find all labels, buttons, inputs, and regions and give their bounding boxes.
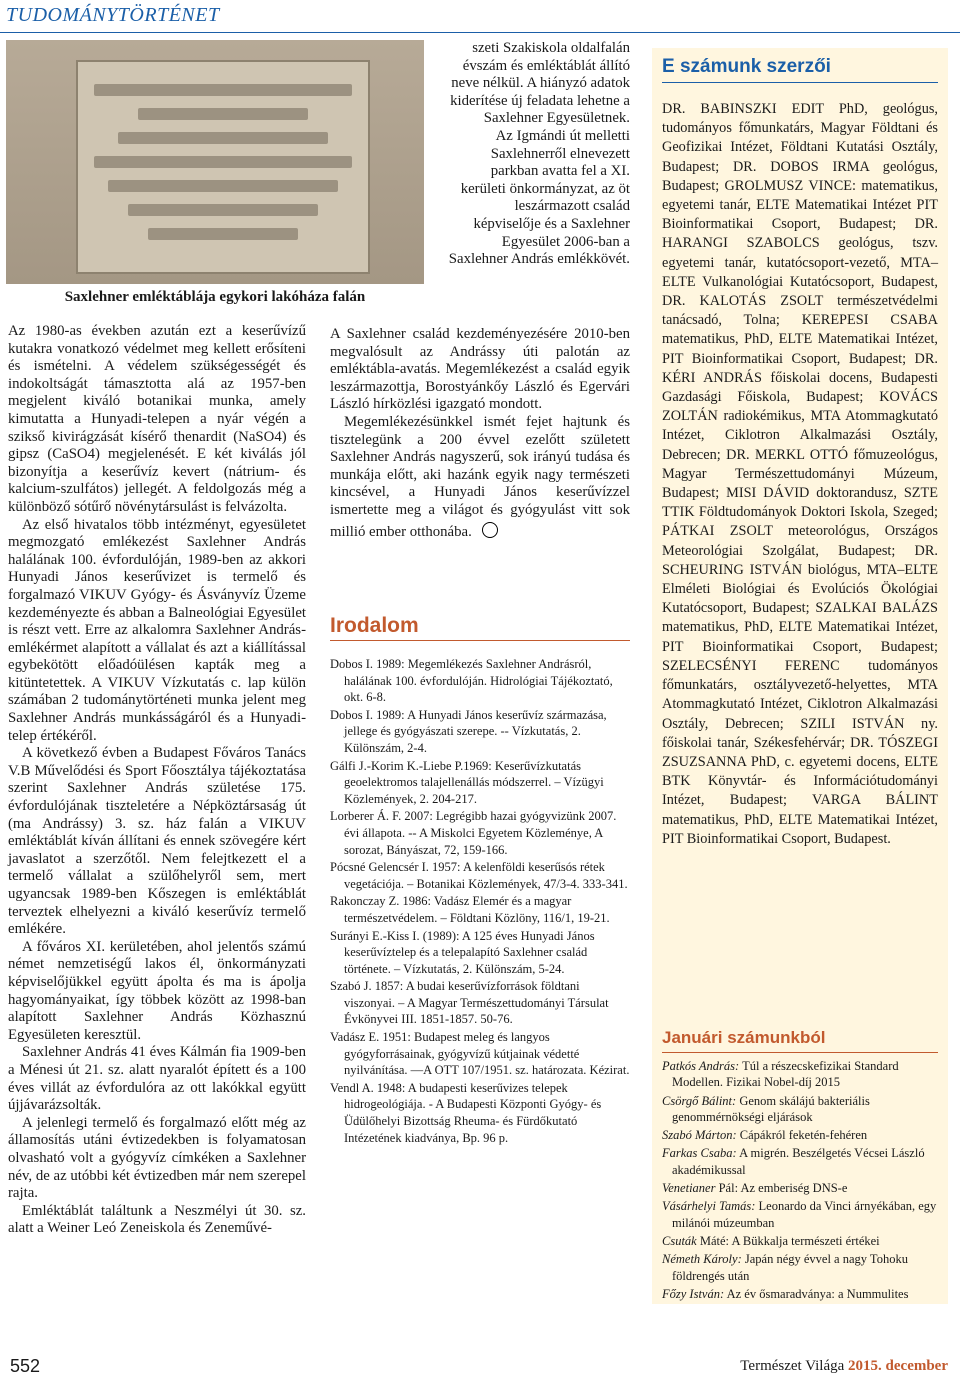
reference-item: Rakonczay Z. 1986: Vadász Elemér és a magyar természetvédelem. – Földtani Közlöny, 116/1, 19-21. <box>330 894 610 925</box>
references-list <box>330 656 630 1147</box>
paragraph: Emléktáblát találtunk a Neszmélyi út 30. sz. alatt a Weiner Leó Zeneiskola és Zeneművé- <box>8 1202 306 1237</box>
column-2-top <box>446 40 630 269</box>
page-number: 552 <box>10 1356 41 1376</box>
header-rule <box>0 32 960 33</box>
reference-item: Surányi E.-Kiss I. (1989): A 125 éves Hunyadi János keserűvíztelep és a telepalapító Saxlehner család története. – Vízkutatás, 2. Különszám, 5-24. <box>330 928 595 976</box>
list-item: Csörgő Bálint: Genom skálájú bakteriális genommérnökségi eljárások <box>662 1093 870 1124</box>
reference-item: Vendl A. 1948: A budapesti keserűvizes telepek hidrogeológiája. - A Budapesti Központi Gyógy- és Üdülőhelyi Bizottság Rheuma- és Fürdőkutató Intézetének kiadványa, Bp. 96 p. <box>330 1080 602 1145</box>
section-header: TUDOMÁNYTÖRTÉNET <box>6 4 220 26</box>
plaque-photo <box>6 40 424 284</box>
plaque-image <box>76 60 370 274</box>
list-item: Vásárhelyi Tamás: Leonardo da Vinci árnyékában, egy milánói múzeumban <box>662 1199 937 1230</box>
paragraph: Az Igmándi út melletti Saxlehnerről elnevezett parkban avatta fel a XI. kerületi önkormányzat, az öt leszármazott család képviselője és a Saxlehner Egyesület 2006-ban a Saxlehner András emlékkövét. <box>448 127 630 268</box>
authors-box-title: E számunk szerzői <box>662 56 831 77</box>
figure-caption: Saxlehner emléktáblája egykori lakóháza falán <box>64 289 366 305</box>
column-1 <box>8 323 306 1238</box>
paragraph: A következő évben a Budapest Főváros Tanács V.B Művelődési és Sport Főosztálya tájékoztatása szerint Saxlehner András születése 175. évfordulójának tiszteletére a Népköztársaság út (ma Andrássy) 3. sz. ház falán a VIKUV emléktáblát kíván állítani és ennek szövegére kért javaslatot a szerzőtől. Nem felejtkezett el a termelő vállalat a szülőhelyről sem, mert ugyancsak 1989-ben Kőszegen is emléktáblát terveztek elhelyezni a kiváló keserűvíz termelő emlékére. <box>8 745 306 938</box>
paragraph: Az 1980-as években azután ezt a keserűvízű kutakra vonatkozó védelmet meg kellett erősíteni és ismételni. A védelem szükségességét és indokoltságát támasztotta alá az 1957-ben megjelent kiváló botanikai munka, amely kimutatta a Hunyadi-telepen a nyár végén a szikső kivirágzását kísérő thenardit (NaSO4) és gipsz (CaSO4) megjelenését. E két kiválás jól bizonyítja a keserűvíz kevert (nátrium- és kalcium-szulfátos) jellegét. A feldolgozás még a különböző sótűrő növénytársulást is felvázolta. <box>8 323 306 515</box>
globe-icon <box>482 522 498 538</box>
footer-magazine: Természet Világa 2015. december <box>740 1358 948 1374</box>
reference-item: Dobos I. 1989: Megemlékezés Saxlehner Andrásról, halálának 100. évfordulóján. Hidrológiai Tájékoztató, okt. 6-8. <box>330 657 613 705</box>
reference-item: Pócsné Gelencsér I. 1957: A kelenföldi keserűsós rétek vegetációja. – Botanikai Közlemények, 47/3-4. 333-341. <box>330 860 628 891</box>
paragraph: Megemlékezésünkkel ismét fejet hajtunk és tisztelegünk a 200 évvel ezelőtt született Saxlehner András nagyszerű, sok irányú tudása és munkája előtt, aki hazánk egyik nagy természeti kincsével, a Hunyadi János keserűvízzel ismertette meg a világot és gyógyulást vitt sok millió ember otthonába. <box>330 413 630 540</box>
paragraph: szeti Szakiskola oldalfalán évszám és emléktáblát állító neve nélkül. A hiányzó adatok kiderítése új feladata lehetne a Saxlehner Egyesületnek. <box>450 40 630 127</box>
paragraph: Saxlehner András 41 éves Kálmán fia 1909-ben a Ménesi út 21. sz. alatt nyaralót épített és a 100 éves villát az évfordulóra az ott lakókkal együtt újjávarázsolták. <box>8 1044 306 1114</box>
list-item: Németh Károly: Japán négy évvel a nagy Tohoku földrengés után <box>662 1252 908 1283</box>
paragraph: A jelenlegi termelő és forgalmazó előtt még az államosítás utáni évtizedekben is folyamatosan olvasható volt a gyógyvíz címkéken a Saxlehner név, de az utóbbi két évtizedben már nem szerepel rajta. <box>8 1114 306 1202</box>
paragraph: Az első hivatalos több intézményt, egyesületet megmozgató emlékezést Saxlehner András halálának 100. évfordulóján, 1989-ben az akkori Hunyadi János keserűvizet is termelő és forgalmazó VIKUV Gyógy- és Ásványvíz Üzeme kezdeményezte és abban a Balneológiai Egyesület is részt vett. Erre az alkalomra Saxlehner András-emlékérmet alapított a vállalat és azt a kiállítással egybekötött előadóülésen kapták meg a kitüntetettek. A VIKUV Vízkutatás c. lap külön számában 2 tudománytörténeti munka jelent meg Saxlehner András munkásságáról és a Hunyadi-telep értékéről. <box>8 516 306 744</box>
reference-item: Dobos I. 1989: A Hunyadi János keserűvíz származása, jellege és gyógyászati szerepe. -- Vízkutatás, 2. Különszám, 2-4. <box>330 707 607 755</box>
references-title: Irodalom <box>330 614 419 637</box>
list-item: Szabó Márton: Cápákról feketén-fehéren <box>662 1128 868 1143</box>
january-list <box>662 1058 938 1304</box>
list-item: Főzy István: Az év ősmaradványa: a Nummulites <box>662 1286 909 1301</box>
january-box-title: Januári számunkból <box>662 1028 826 1047</box>
list-item: Patkós András: Túl a részecskefizikai Standard Modellen. Fizikai Nobel-díj 2015 <box>662 1059 899 1090</box>
column-2 <box>330 326 630 541</box>
reference-item: Vadász E. 1951: Budapest meleg és langyos gyógyforrásainak, gyógyvízű kútjainak védetté nyilvánítása. —A OTT 107/1951. sz. határozata. Kézirat. <box>330 1030 630 1078</box>
paragraph: A Saxlehner család kezdeményezésére 2010-ben megvalósult az Andrássy úti palotán az emléktábla-avatás. Megemlékezést a család egyik leszármazottja, Borostyánkőy László és Egervári László hírközlési igazgató mondott. <box>330 326 630 413</box>
list-item: Csuták Máté: A Bükkalja természeti értékei <box>662 1233 880 1248</box>
reference-item: Szabó J. 1857: A budai keserűvízforrások földtani viszonyai. – A Magyar Természettudományi Társulat Évkönyvei III. 1851-1857. 50-76. <box>330 979 609 1027</box>
authors-text: DR. BABINSZKI EDIT PhD, geológus, tudományos főmunkatárs, Magyar Földtani és Geofizikai Intézet, Földtani Kutatási Osztály, Budapest; DR. DOBOS IRMA geológus, Budapest; GROLMUSZ VINCE: matematikus, egyetemi tanár, ELTE Matematikai Intézet PIT Bioinformatikai Csoport, Budapest; DR. HARANGI SZABOLCS geológus, tszv. egyetemi tanár, kutatócsoport-vezető, MTA–ELTE Vulkanológiai Kutatócsoport, Budapest, DR. KALOTÁS ZSOLT természetvédelmi tanácsadó, Tolna; KEREPESI CSABA matematikus, PhD, ELTE Matematikai Intézet, PIT Bioinformatikai Csoport, Budapest; DR. KÉRI ANDRÁS főiskolai docens, Budapesti Gazdasági Főiskola, Budapest; KOVÁCS ZOLTÁN radiokémikus, MTA Atommagkutató Intézet, Ciklotron Alkalmazási Osztály, Debrecen; DR. MERKL OTTÓ főmuzeológus, Magyar Természettudományi Múzeum, Budapest; MISI DÁVID doktorandusz, SZTE TTIK Földtudományok Doktori Iskola, Szeged; PÁTKAI ZSOLT meteorológus, Országos Meteorológiai Szolgálat, Budapest; DR. SCHEURING ISTVÁN biológus, MTA–ELTE Elméleti Biológiai és Evolúciós Ökológiai Kutatócsoport, Budapest; SZALKAI BALÁZS matematikus, PhD, ELTE Matematikai Intézet, PIT Bioinformatikai Csoport, Budapest; SZELECSÉNYI FERENC tudományos főmunkatárs, osztályvezető-helyettes, MTA Atommagkutató Intézet, Ciklotron Alkalmazási Osztály, Debrecen; SZILI ISTVÁN ny. főiskolai tanár, Székesfehérvár; DR. TÓSZEGI ZSUZSANNA PhD, c. egyetemi docens, ELTE BTK Könyvtár- és Információtudományi Intézet, Budapest; VARGA BÁLINT matematikus, PhD, ELTE Matematikai Intézet, PIT Bioinformatikai Csoport, Budapest. <box>662 101 938 847</box>
january-box <box>652 1020 948 1304</box>
references-rule <box>330 640 630 641</box>
reference-item: Lorberer Á. F. 2007: Legrégibb hazai gyógyvizünk 2007. évi állapota. -- A Miskolci Egyetem Közleménye, A sorozat, Bányászat, 72, 159-166. <box>330 809 617 857</box>
reference-item: Gálfi J.-Korim K.-Liebe P.1969: Keserűvízkutatás geoelektromos talajellenállás módszerrel. – Vízügyi Közlemények, 2. 204-217. <box>330 758 604 806</box>
list-item: Venetianer Pál: Az emberiség DNS-e <box>662 1181 848 1196</box>
authors-box-rule <box>662 82 938 83</box>
january-box-rule <box>662 1052 938 1053</box>
paragraph: A főváros XI. kerületében, ahol jelentős számú német nemzetiségű lakos él, önkormányzati képviselőjükkel együtt ápolta és ma is ápolja hagyományaikat, így többek között az 1998-ban alapított Saxlehner András Közhasznú Egyesületen keresztül. <box>8 938 306 1043</box>
list-item: Farkas Csaba: A migrén. Beszélgetés Vécsei László akadémikussal <box>662 1146 925 1177</box>
